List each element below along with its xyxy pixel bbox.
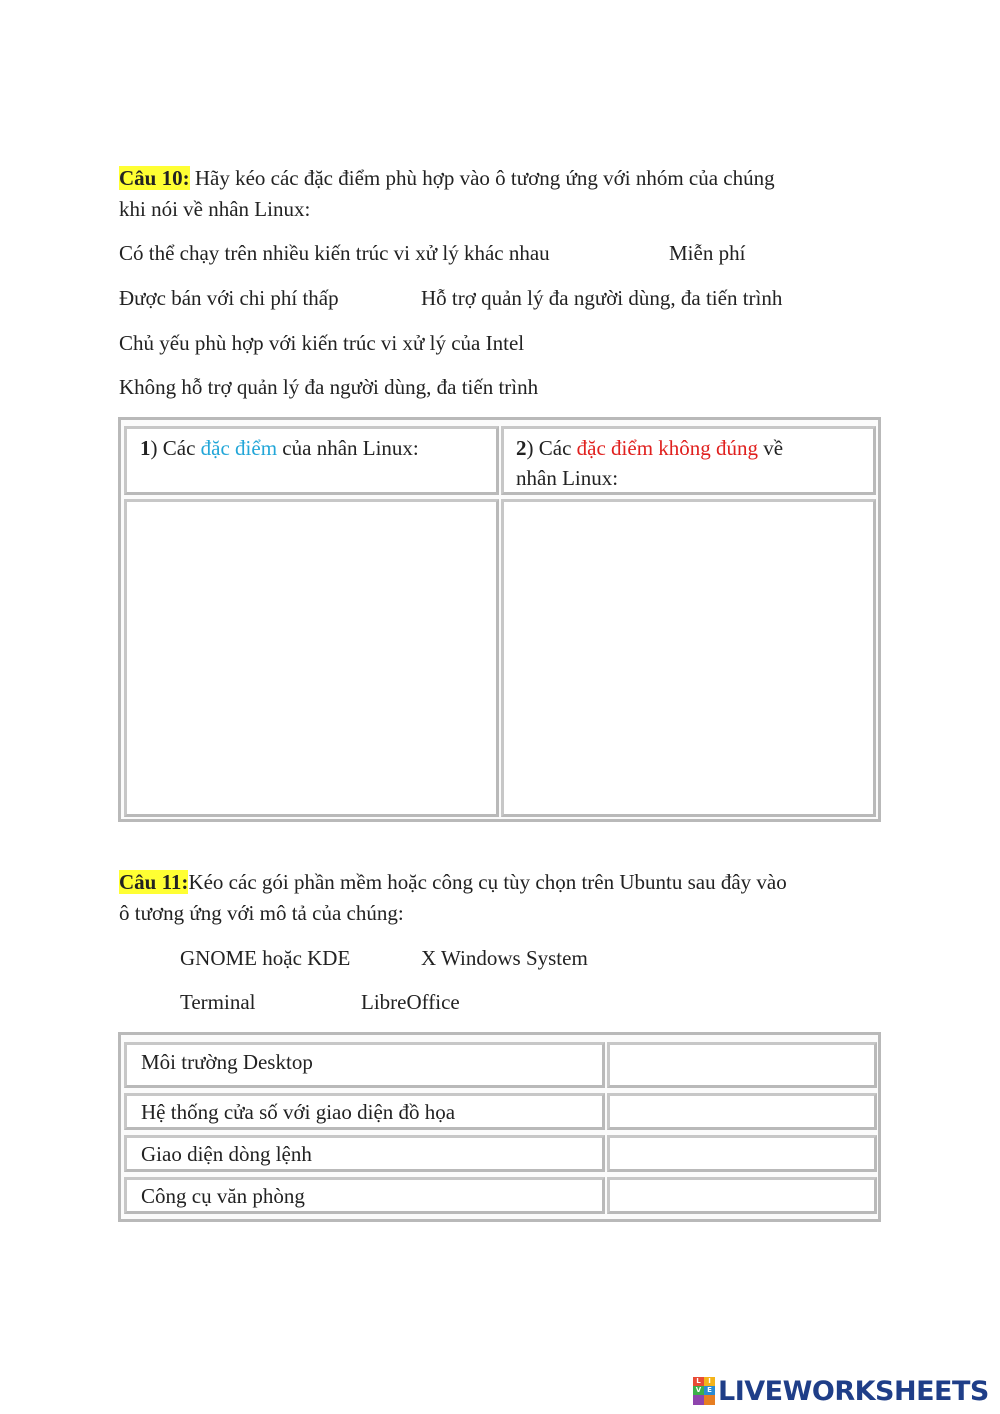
q11-table <box>118 1032 881 1222</box>
q10-header-col2-text <box>516 433 783 493</box>
q11-label: Câu 11: <box>119 870 189 894</box>
q10-option[interactable]: Miễn phí <box>669 241 746 265</box>
logo-tile: E <box>704 1386 715 1395</box>
q10-col2-line2: nhân Linux: <box>516 466 619 490</box>
q11-option[interactable]: X Windows System <box>421 946 588 970</box>
logo-tile <box>704 1395 715 1405</box>
liveworksheets-wordmark: LIVEWORKSHEETS <box>718 1375 989 1407</box>
logo-tile: I <box>704 1377 715 1386</box>
q11-drop-zone[interactable] <box>607 1093 877 1130</box>
q10-col2-pre: ) Các <box>526 436 577 460</box>
q11-option[interactable]: GNOME hoặc KDE <box>180 946 351 970</box>
q11-row-label-text: Công cụ văn phòng <box>141 1184 305 1208</box>
liveworksheets-brand[interactable] <box>693 1374 989 1408</box>
logo-tile: L <box>693 1377 704 1386</box>
q10-option[interactable]: Hỗ trợ quản lý đa người dùng, đa tiến trình <box>421 286 783 310</box>
q11-prompt-line1 <box>119 867 787 897</box>
q10-prompt-line2: khi nói về nhân Linux: <box>119 197 311 221</box>
q10-prompt-line1 <box>119 163 775 193</box>
logo-tile: V <box>693 1386 704 1395</box>
q10-col2-num: 2 <box>516 436 527 460</box>
q10-option[interactable]: Có thể chạy trên nhiều kiến trúc vi xử lý khác nhau <box>119 241 550 265</box>
q10-drop-zone-col2[interactable] <box>501 499 876 817</box>
q10-option[interactable]: Được bán với chi phí thấp <box>119 286 339 310</box>
q10-header-col1-text <box>140 433 419 463</box>
q10-prompt-text: Hãy kéo các đặc điểm phù hợp vào ô tương ứng với nhóm của chúng <box>189 166 775 190</box>
q10-col2-post: về <box>758 436 784 460</box>
q11-drop-zone[interactable] <box>607 1042 877 1088</box>
q10-col1-post: của nhân Linux: <box>277 436 419 460</box>
q11-row-label <box>124 1042 605 1088</box>
q10-header-col1 <box>124 426 499 495</box>
q11-row-label <box>124 1093 605 1130</box>
q11-row-label-text: Giao diện dòng lệnh <box>141 1142 312 1166</box>
q11-row-label <box>124 1135 605 1172</box>
q11-prompt-line2: ô tương ứng với mô tả của chúng: <box>119 901 404 925</box>
q10-option[interactable]: Không hỗ trợ quản lý đa người dùng, đa tiến trình <box>119 375 539 399</box>
q11-row-label-text: Môi trường Desktop <box>141 1050 313 1074</box>
liveworksheets-logo-icon <box>693 1377 715 1405</box>
q11-prompt-text: Kéo các gói phần mềm hoặc công cụ tùy chọn trên Ubuntu sau đây vào <box>188 870 787 894</box>
q10-col1-pre: ) Các <box>150 436 201 460</box>
q11-drop-zone[interactable] <box>607 1135 877 1172</box>
q10-header-col2 <box>501 426 876 495</box>
q10-drop-zone-col1[interactable] <box>124 499 499 817</box>
q10-col1-highlight: đặc điểm <box>200 436 278 460</box>
q11-drop-zone[interactable] <box>607 1177 877 1214</box>
q10-label: Câu 10: <box>119 166 190 190</box>
logo-tile <box>693 1395 704 1405</box>
q11-row-label <box>124 1177 605 1214</box>
q10-col1-num: 1 <box>140 436 151 460</box>
q11-option[interactable]: LibreOffice <box>361 990 460 1014</box>
q10-table <box>118 417 881 822</box>
q11-row-label-text: Hệ thống cửa số với giao diện đồ họa <box>141 1100 456 1124</box>
q10-option[interactable]: Chủ yếu phù hợp với kiến trúc vi xử lý của Intel <box>119 331 525 355</box>
q10-col2-highlight: đặc điểm không đúng <box>576 436 759 460</box>
q11-option[interactable]: Terminal <box>180 990 256 1014</box>
